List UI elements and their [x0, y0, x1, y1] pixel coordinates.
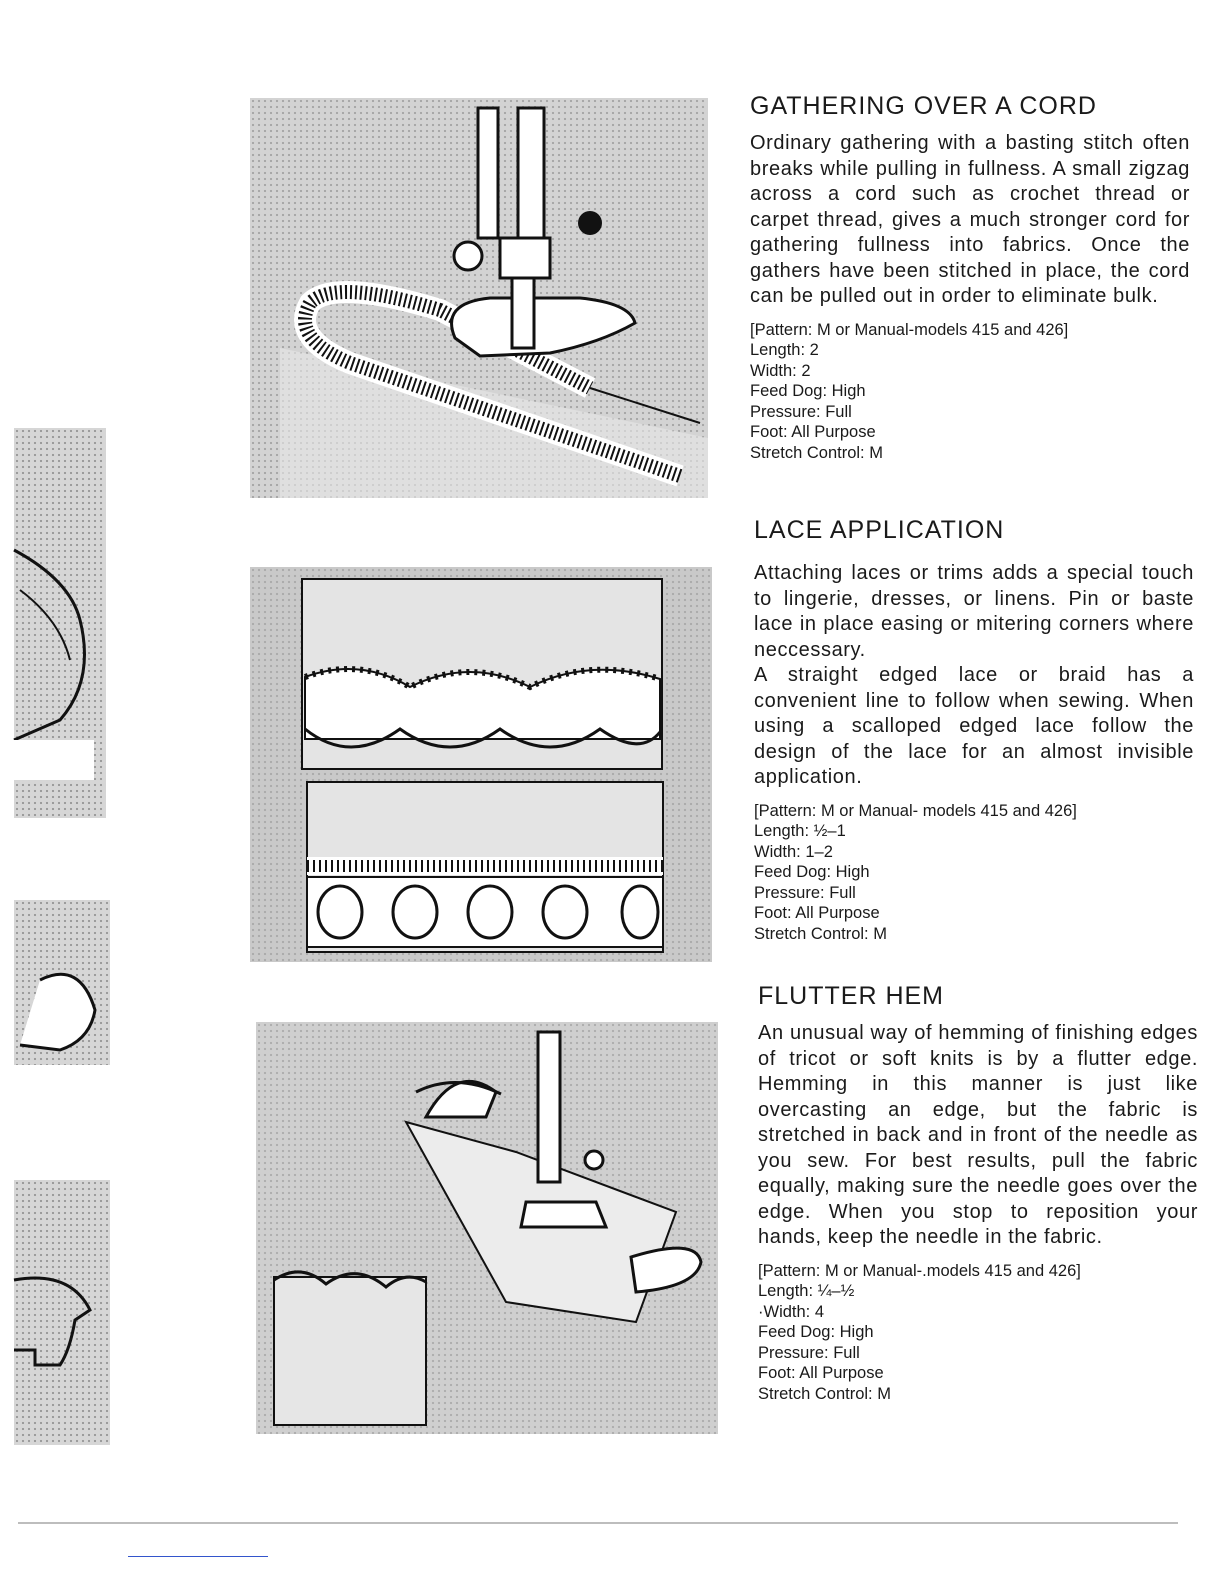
gathering-pattern: [Pattern: M or Manual-models 415 and 426]: [750, 320, 1069, 339]
gathering-feed-dog: Feed Dog: High: [750, 382, 866, 400]
lace-specs: [754, 801, 1194, 945]
flutter-width: ·Width: 4: [758, 1302, 825, 1321]
gathering-illustration: [250, 98, 708, 498]
lace-title: LACE APPLICATION: [754, 516, 1005, 544]
lace-illustration: [250, 567, 712, 962]
gathering-stretch: Stretch Control: M: [750, 443, 883, 462]
gathering-length: Length: 2: [750, 341, 819, 359]
flutter-section: [758, 982, 1198, 1404]
bottom-blue-line: [128, 1556, 268, 1557]
flutter-length: Length: ¼–½: [758, 1282, 855, 1300]
lace-stretch: Stretch Control: M: [754, 924, 887, 943]
flutter-stretch: Stretch Control: M: [758, 1384, 891, 1403]
left-margin-sketches: [0, 420, 120, 1460]
lace-text-1: Attaching laces or trims adds a special touch to lingerie, dresses, or linens. Pin or baste lace in place easing or mitering corners where neccessary.: [754, 562, 1194, 661]
flutter-feed-dog: Feed Dog: High: [758, 1323, 874, 1341]
flutter-specs: [758, 1261, 1198, 1405]
lace-foot: Foot: All Purpose: [754, 904, 880, 922]
lace-width: Width: 1–2: [754, 842, 833, 861]
gathering-pressure: Pressure: Full: [750, 402, 852, 421]
gathering-specs: [750, 320, 1190, 464]
flutter-foot: Foot: All Purpose: [758, 1364, 884, 1382]
flutter-pressure: Pressure: Full: [758, 1343, 860, 1362]
gathering-section: [750, 92, 1190, 463]
lace-length: Length: ½–1: [754, 822, 846, 840]
bottom-scan-line: [18, 1522, 1178, 1524]
gathering-width: Width: 2: [750, 361, 811, 380]
gathering-title: GATHERING OVER A CORD: [750, 92, 1097, 120]
flutter-hem-illustration: [256, 1022, 718, 1434]
lace-pattern: [Pattern: M or Manual- models 415 and 426]: [754, 801, 1077, 820]
flutter-title: FLUTTER HEM: [758, 982, 944, 1010]
gathering-foot: Foot: All Purpose: [750, 423, 876, 441]
flutter-text: An unusual way of hemming of finishing edges of tricot or soft knits is by a flutter edge. Hemming in this manner is just like overcasting an edge, but the fabric is stretched in back and in front of the needle as you sew. For best results, pull the fabric equally, making sure the needle goes over the edge. When you stop to reposition your hands, keep the needle in the fabric.: [758, 1022, 1198, 1248]
lace-feed-dog: Feed Dog: High: [754, 863, 870, 881]
lace-text-2: A straight edged lace or braid has a convenient line to follow when sewing. When using a scalloped edged lace follow the design of the lace for an almost invisible application.: [754, 664, 1194, 788]
gathering-text: Ordinary gathering with a basting stitch often breaks while pulling in fullness. A small zigzag across a cord such as crochet thread or carpet thread, gives a much stronger cord for gathering fullness into fabrics. Once the gathers have been stitched in place, the cord can be pulled out in order to eliminate bulk.: [750, 132, 1190, 307]
flutter-pattern: [Pattern: M or Manual-.models 415 and 426]: [758, 1261, 1081, 1280]
lace-section: [754, 516, 1194, 944]
lace-pressure: Pressure: Full: [754, 883, 856, 902]
